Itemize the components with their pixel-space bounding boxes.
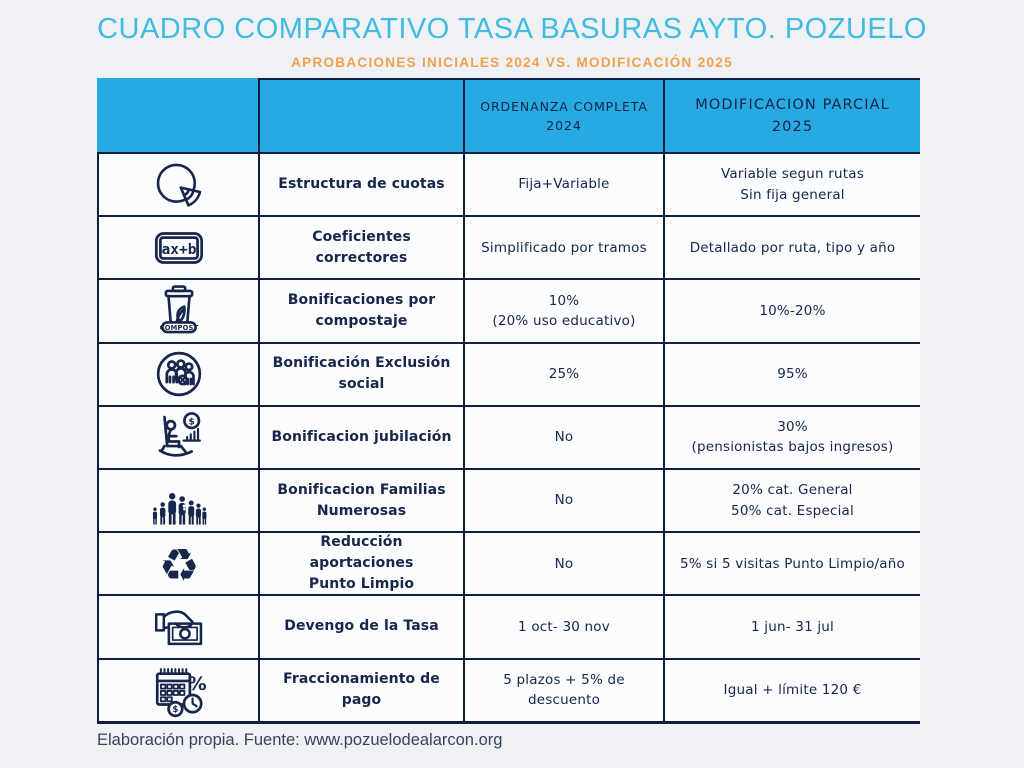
value-2025: 30% (pensionistas bajos ingresos) bbox=[691, 419, 894, 456]
header-cell-concept bbox=[258, 78, 463, 152]
row-label-cell bbox=[258, 405, 463, 468]
recycle-icon bbox=[150, 535, 208, 593]
header-cell-2025 bbox=[663, 78, 920, 152]
row-value-2024-cell bbox=[463, 152, 663, 215]
value-2025: 10%-20% bbox=[759, 302, 826, 319]
value-2024: 25% bbox=[548, 366, 580, 383]
row-label-cell bbox=[258, 468, 463, 531]
row-icon-cell bbox=[97, 152, 258, 215]
page-title: CUADRO COMPARATIVO TASA BASURAS AYTO. POZUELO bbox=[97, 13, 927, 45]
value-2025: Igual + límite 120 € bbox=[723, 681, 862, 698]
retirement-icon bbox=[150, 408, 208, 466]
row-label: Bonificacion jubilación bbox=[271, 428, 452, 445]
header-cell-2024 bbox=[463, 78, 663, 152]
compost-bin-icon bbox=[151, 283, 207, 339]
value-2024: Simplificado por tramos bbox=[481, 239, 647, 256]
svg-text:♻: ♻ bbox=[158, 538, 199, 592]
row-label: Bonificacion Familias Numerosas bbox=[277, 481, 446, 519]
value-2024: 10% (20% uso educativo) bbox=[492, 292, 636, 329]
page-subtitle: APROBACIONES INICIALES 2024 VS. MODIFICACIÓN 2025 bbox=[291, 55, 733, 70]
svg-text:%: % bbox=[187, 673, 207, 696]
row-value-2025-cell bbox=[663, 405, 920, 468]
value-2024: Fija+Variable bbox=[518, 176, 610, 193]
row-label: Bonificación Exclusión social bbox=[272, 355, 451, 393]
row-icon-cell bbox=[97, 531, 258, 594]
row-value-2025-cell bbox=[663, 278, 920, 341]
row-label-cell bbox=[258, 594, 463, 657]
row-label: Fraccionamiento de pago bbox=[283, 671, 440, 709]
row-value-2025-cell bbox=[663, 342, 920, 405]
comparison-table bbox=[97, 78, 920, 724]
row-icon-cell bbox=[97, 468, 258, 531]
row-icon-cell bbox=[97, 278, 258, 341]
row-label-cell bbox=[258, 152, 463, 215]
row-value-2024-cell bbox=[463, 342, 663, 405]
row-value-2024-cell bbox=[463, 278, 663, 341]
value-2025: 20% cat. General 50% cat. Especial bbox=[731, 482, 854, 519]
row-icon-cell bbox=[97, 594, 258, 657]
pie-chart-icon bbox=[151, 157, 207, 213]
row-icon-cell bbox=[97, 658, 258, 721]
row-label-cell bbox=[258, 531, 463, 594]
row-value-2025-cell bbox=[663, 658, 920, 721]
row-value-2025-cell bbox=[663, 215, 920, 278]
row-value-2024-cell bbox=[463, 405, 663, 468]
payment-icon bbox=[147, 600, 211, 654]
value-2025: Detallado por ruta, tipo y año bbox=[689, 239, 896, 256]
row-icon-cell bbox=[97, 342, 258, 405]
social-exclusion-icon bbox=[150, 345, 208, 403]
row-label: Devengo de la Tasa bbox=[284, 618, 439, 635]
svg-text:$: $ bbox=[171, 705, 178, 716]
row-label: Estructura de cuotas bbox=[278, 176, 445, 193]
formula-icon bbox=[145, 219, 213, 277]
value-2024: 1 oct- 30 nov bbox=[518, 618, 610, 635]
row-icon-cell bbox=[97, 405, 258, 468]
header-cell-icon bbox=[97, 78, 258, 152]
value-2024: No bbox=[554, 555, 574, 572]
row-label-cell bbox=[258, 215, 463, 278]
row-value-2024-cell bbox=[463, 658, 663, 721]
value-2025: 5% si 5 visitas Punto Limpio/año bbox=[680, 555, 905, 572]
row-value-2024-cell bbox=[463, 215, 663, 278]
row-value-2025-cell bbox=[663, 468, 920, 531]
value-2024: 5 plazos + 5% de descuento bbox=[503, 671, 625, 709]
header-label: ORDENANZA COMPLETA 2024 bbox=[480, 98, 648, 133]
row-label-cell bbox=[258, 342, 463, 405]
value-2024: No bbox=[554, 429, 574, 446]
value-2025: 95% bbox=[777, 366, 808, 383]
row-icon-cell bbox=[97, 215, 258, 278]
installment-icon bbox=[150, 661, 208, 719]
row-label: Reducción aportaciones Punto Limpio bbox=[308, 534, 415, 593]
value-2024: No bbox=[554, 492, 574, 509]
row-value-2025-cell bbox=[663, 594, 920, 657]
large-family-icon bbox=[138, 472, 220, 530]
svg-text:$: $ bbox=[188, 417, 195, 428]
svg-text:COMPOST: COMPOST bbox=[159, 323, 198, 332]
row-label: Coeficientes correctores bbox=[312, 228, 411, 266]
row-label: Bonificaciones por compostaje bbox=[287, 291, 436, 329]
source-note: Elaboración propia. Fuente: www.pozuelodealarcon.org bbox=[97, 731, 503, 749]
value-2025: Variable segun rutas Sin fija general bbox=[721, 166, 864, 203]
row-value-2025-cell bbox=[663, 531, 920, 594]
row-label-cell bbox=[258, 658, 463, 721]
header-label: MODIFICACION PARCIAL 2025 bbox=[695, 96, 890, 135]
value-2025: 1 jun- 31 jul bbox=[750, 618, 835, 635]
row-value-2024-cell bbox=[463, 468, 663, 531]
row-value-2024-cell bbox=[463, 594, 663, 657]
row-label-cell bbox=[258, 278, 463, 341]
row-value-2025-cell bbox=[663, 152, 920, 215]
row-value-2024-cell bbox=[463, 531, 663, 594]
svg-text:ax+b: ax+b bbox=[161, 241, 196, 258]
